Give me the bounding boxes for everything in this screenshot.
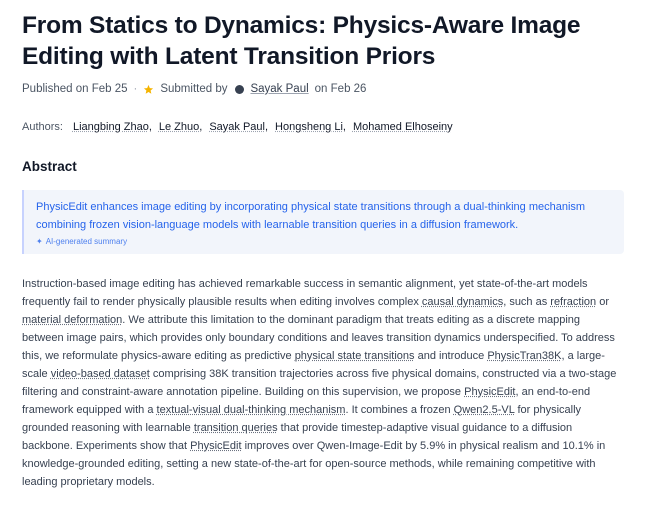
abstract-text: or	[596, 296, 609, 308]
abstract-text: . It combines a frozen	[345, 404, 454, 416]
abstract-body	[22, 275, 624, 491]
paper-meta	[22, 83, 624, 95]
abstract-text: for physically grounded reasoning with learnable	[22, 404, 582, 434]
authors-row	[22, 121, 624, 133]
avatar	[235, 85, 244, 94]
author-link[interactable]: Hongsheng Li	[275, 121, 343, 133]
meta-separator: ·	[133, 83, 138, 95]
paper-title: From Statics to Dynamics: Physics-Aware Image Editing with Latent Transition Priors	[22, 12, 581, 70]
ai-summary-text: PhysicEdit enhances image editing by incorporating physical state transitions through a dual-thinking mechanism combining frozen vision-language models with learnable transition queries in a diffusion framework.	[36, 201, 586, 231]
sparkle-icon: ✦	[36, 236, 43, 246]
abstract-text: , an end-to-end framework equipped with a	[22, 386, 591, 416]
star-icon	[143, 84, 154, 95]
author-separator: ,	[342, 121, 346, 133]
ai-summary-box	[22, 190, 624, 254]
submitted-by-label: Submitted by	[160, 83, 228, 95]
author-separator: ,	[148, 121, 152, 133]
abstract-term-link[interactable]: Qwen2.5-VL	[453, 404, 515, 416]
abstract-heading: Abstract	[22, 159, 77, 174]
submitter-link[interactable]: Sayak Paul	[250, 83, 309, 95]
author-link[interactable]: Sayak Paul	[209, 121, 265, 133]
abstract-term-link[interactable]: refraction	[550, 296, 597, 308]
abstract-text: , a large-scale	[22, 350, 605, 380]
abstract-text: that provide timestep-adaptive visual guidance to a diffusion backbone. Experiments show that	[22, 422, 573, 452]
abstract-text: , such as	[503, 296, 551, 308]
abstract-term-link[interactable]: PhysicEdit	[190, 440, 242, 452]
abstract-text: Instruction-based image editing has achieved remarkable success in semantic alignment, yet state-of-the-art models frequently fail to render physically plausible results when editing involves complex	[22, 278, 588, 308]
submitted-date: on Feb 26	[314, 83, 367, 95]
abstract-term-link[interactable]: physical state transitions	[294, 350, 415, 362]
abstract-term-link[interactable]: transition queries	[193, 422, 278, 434]
abstract-term-link[interactable]: material deformation	[22, 314, 123, 326]
author-link[interactable]: Mohamed Elhoseiny	[352, 121, 453, 133]
abstract-term-link[interactable]: PhysicTran38K	[487, 350, 562, 362]
published-date: Published on Feb 25	[22, 83, 128, 95]
ai-badge-label: AI-generated summary	[45, 237, 128, 246]
abstract-text: and introduce	[414, 350, 488, 362]
abstract-term-link[interactable]: PhysicEdit	[464, 386, 516, 398]
abstract-term-link[interactable]: video-based dataset	[50, 368, 150, 380]
abstract-text: improves over Qwen-Image-Edit by 5.9% in physical realism and 10.1% in knowledge-grounded editing, setting a new state-of-the-art for open-source methods, while remaining competitive with leading proprietary models.	[22, 440, 606, 488]
author-separator: ,	[199, 121, 203, 133]
abstract-text: comprising 38K transition trajectories across five physical domains, constructed via a two-stage filtering and constraint-aware annotation pipeline. Building on this supervision, we propose	[22, 368, 617, 398]
abstract-term-link[interactable]: causal dynamics	[421, 296, 504, 308]
author-separator: ,	[264, 121, 269, 133]
ai-badge	[36, 237, 612, 246]
abstract-term-link[interactable]: textual-visual dual-thinking mechanism	[156, 404, 346, 416]
author-link[interactable]: Liangbing Zhao	[72, 121, 149, 133]
author-link[interactable]: Le Zhuo	[158, 121, 200, 133]
authors-label: Authors:	[22, 121, 63, 133]
abstract-text: . We attribute this limitation to the dominant paradigm that treats editing as a discrete mapping between image pairs, which provides only boundary conditions and leaves transition dynamics underspecified. To address this, we reformulate physics-aware editing as predictive	[22, 314, 615, 362]
